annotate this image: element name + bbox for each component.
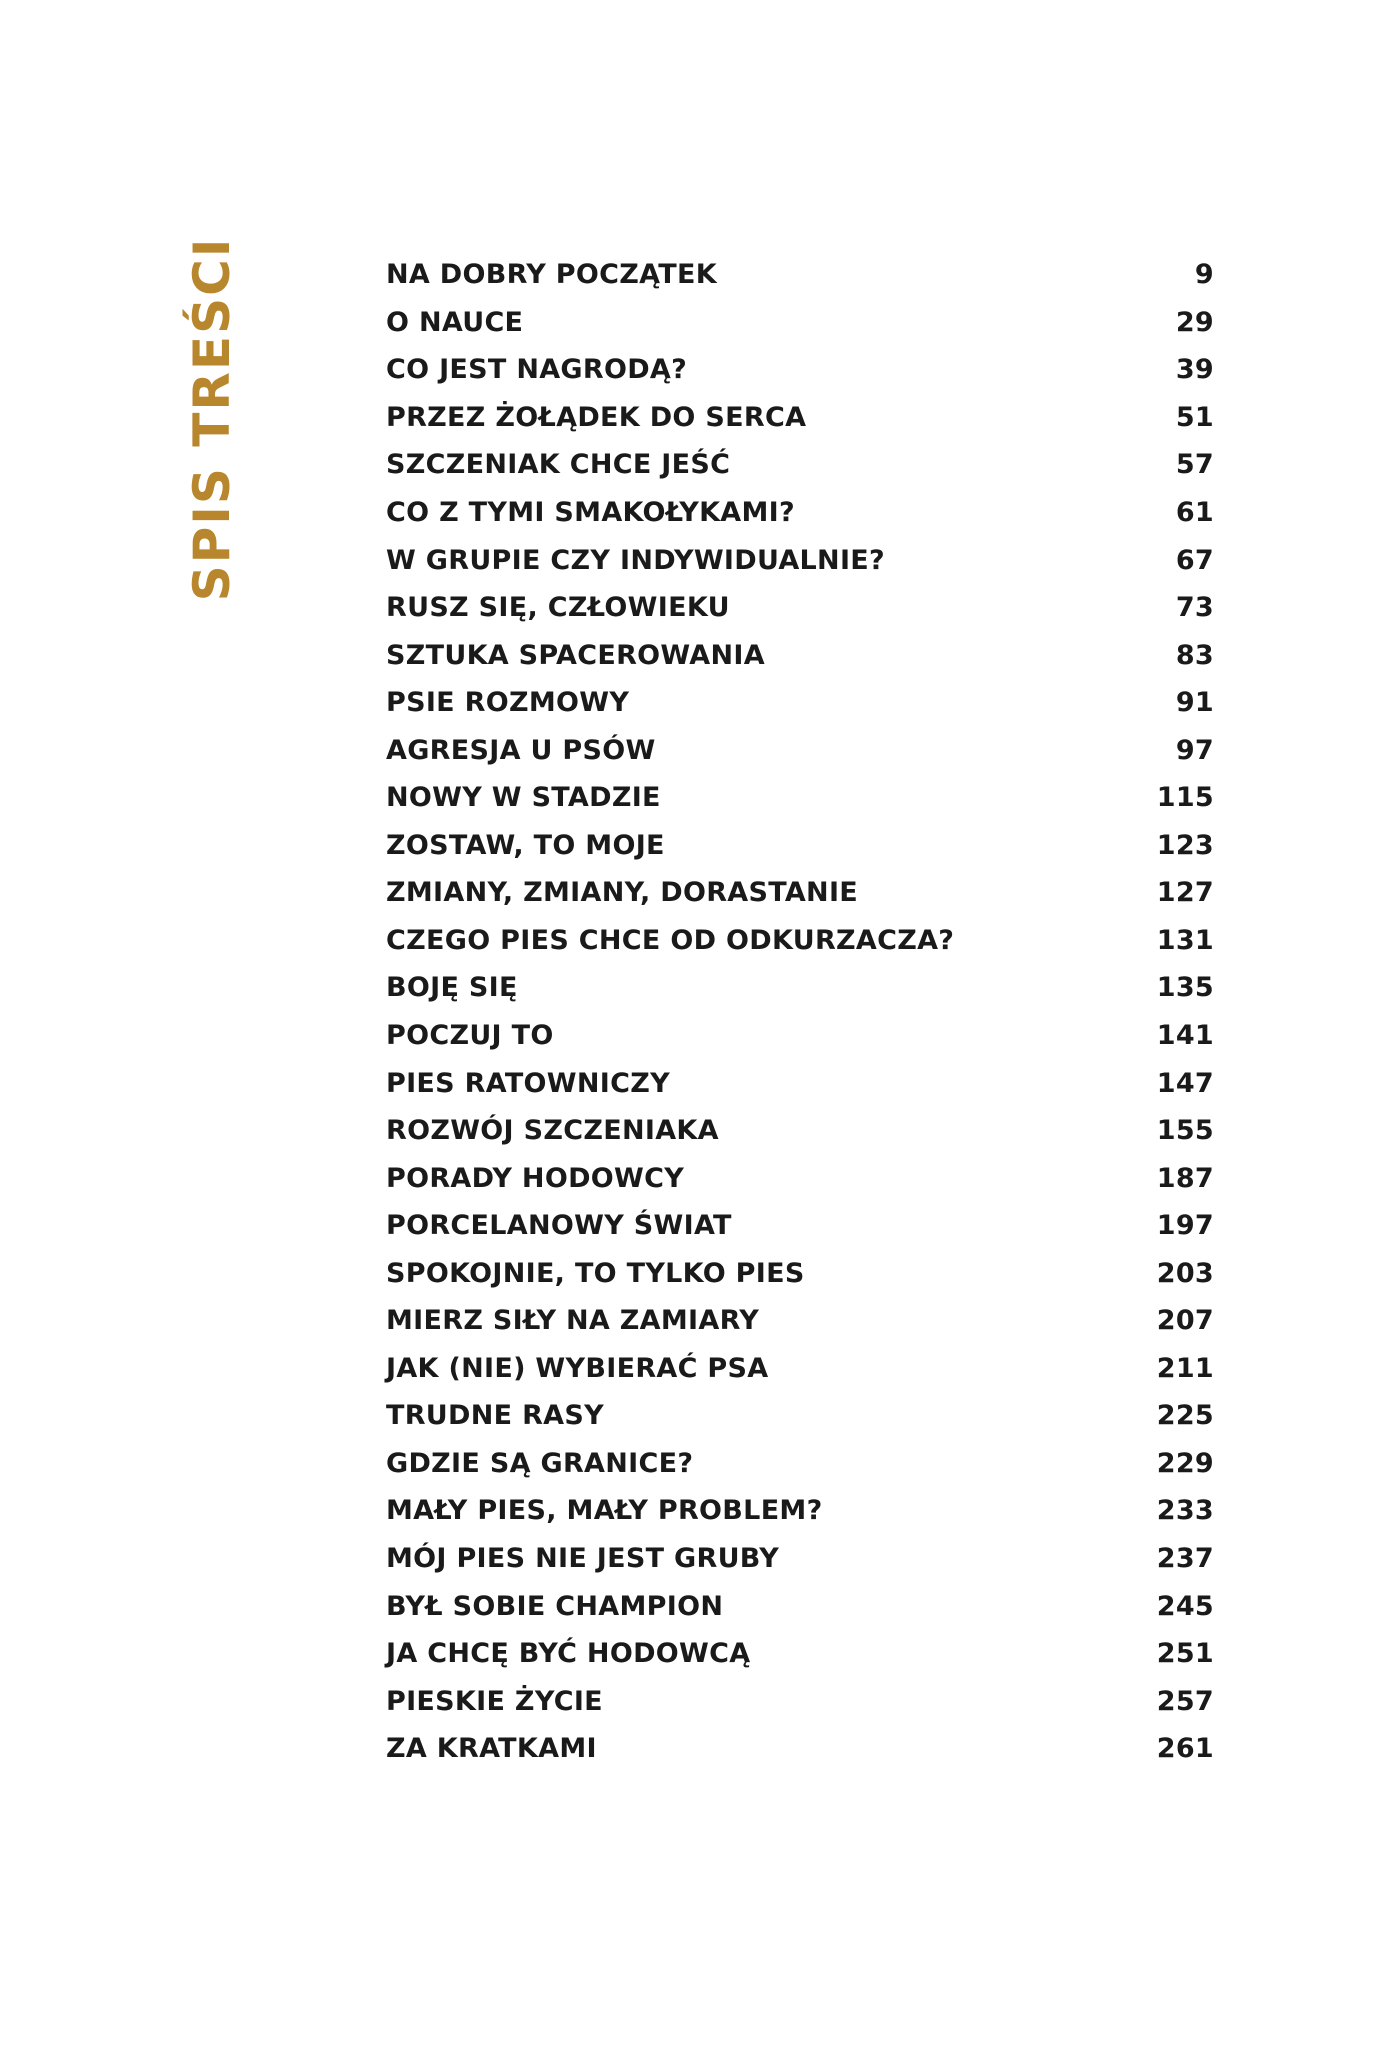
toc-entry [386, 917, 1214, 965]
toc-entry [386, 536, 1214, 584]
toc-entry-page-number: 203 [1156, 1257, 1214, 1289]
toc-entry [386, 869, 1214, 917]
toc-entry-title: CZEGO PIES CHCE OD ODKURZACZA? [386, 924, 955, 956]
toc-entry-page-number: 245 [1156, 1590, 1214, 1622]
toc-entry [386, 1345, 1214, 1393]
toc-entry-page-number: 29 [1175, 306, 1214, 338]
toc-entry-page-number: 97 [1175, 734, 1214, 766]
toc-entry-title: O NAUCE [386, 306, 524, 338]
toc-entry-page-number: 67 [1175, 544, 1214, 576]
toc-entry [386, 251, 1214, 299]
toc-entry-title: PRZEZ ŻOŁĄDEK DO SERCA [386, 401, 807, 433]
toc-entry-title: ZMIANY, ZMIANY, DORASTANIE [386, 877, 859, 909]
toc-entry-title: SPOKOJNIE, TO TYLKO PIES [386, 1257, 805, 1289]
toc-entry [386, 1630, 1214, 1678]
toc-entry-page-number: 141 [1156, 1020, 1214, 1052]
toc-entry [386, 1297, 1214, 1345]
toc-entry-title: SZCZENIAK CHCE JEŚĆ [386, 449, 731, 481]
toc-entry-title: BOJĘ SIĘ [386, 972, 518, 1004]
toc-entry-title: NA DOBRY POCZĄTEK [386, 259, 717, 291]
toc-entry [386, 584, 1214, 632]
toc-entry-page-number: 147 [1156, 1067, 1214, 1099]
toc-entry-title: PIES RATOWNICZY [386, 1067, 670, 1099]
toc-heading [176, 236, 248, 602]
toc-entry-page-number: 207 [1156, 1305, 1214, 1337]
toc-entry-page-number: 131 [1156, 924, 1214, 956]
toc-entry-page-number: 135 [1156, 972, 1214, 1004]
toc-entry [386, 1107, 1214, 1155]
toc-entry-title: TRUDNE RASY [386, 1400, 604, 1432]
toc-entry [386, 964, 1214, 1012]
toc-entry-page-number: 233 [1156, 1495, 1214, 1527]
toc-entry-title: W GRUPIE CZY INDYWIDUALNIE? [386, 544, 886, 576]
toc-entry-page-number: 257 [1156, 1685, 1214, 1717]
toc-entry [386, 441, 1214, 489]
toc-entry-title: RUSZ SIĘ, CZŁOWIEKU [386, 592, 730, 624]
toc-entry [386, 1012, 1214, 1060]
toc-entry-page-number: 225 [1156, 1400, 1214, 1432]
toc-entry-page-number: 91 [1175, 687, 1214, 719]
toc-entry-title: PORADY HODOWCY [386, 1162, 685, 1194]
toc-entry [386, 299, 1214, 347]
toc-entry-title: PORCELANOWY ŚWIAT [386, 1210, 732, 1242]
toc-entry-page-number: 73 [1175, 592, 1214, 624]
table-of-contents [386, 251, 1214, 1773]
toc-entry [386, 1202, 1214, 1250]
toc-entry [386, 1249, 1214, 1297]
toc-entry-title: MIERZ SIŁY NA ZAMIARY [386, 1305, 760, 1337]
toc-entry-page-number: 261 [1156, 1733, 1214, 1765]
toc-entry-page-number: 61 [1175, 497, 1214, 528]
toc-entry-page-number: 39 [1175, 354, 1214, 386]
toc-entry-title: CO Z TYMI SMAKOŁYKAMI? [386, 497, 795, 528]
toc-entry [386, 1059, 1214, 1107]
toc-entry [386, 489, 1214, 537]
toc-entry [386, 822, 1214, 870]
toc-entry-page-number: 51 [1175, 401, 1214, 433]
toc-entry-title: POCZUJ TO [386, 1020, 554, 1052]
toc-entry-title: ROZWÓJ SZCZENIAKA [386, 1115, 719, 1147]
toc-entry-page-number: 251 [1156, 1638, 1214, 1670]
toc-entry [386, 1487, 1214, 1535]
toc-entry [386, 726, 1214, 774]
toc-entry-page-number: 127 [1156, 877, 1214, 909]
toc-entry-title: ZA KRATKAMI [386, 1733, 597, 1765]
toc-entry [386, 679, 1214, 727]
toc-entry [386, 394, 1214, 442]
toc-entry [386, 1440, 1214, 1488]
toc-heading-text: SPIS TREŚCI [183, 236, 241, 602]
toc-entry-page-number: 9 [1194, 259, 1214, 291]
toc-entry-title: JAK (NIE) WYBIERAĆ PSA [386, 1352, 769, 1384]
toc-entry-title: MAŁY PIES, MAŁY PROBLEM? [386, 1495, 823, 1527]
toc-entry-title: ZOSTAW, TO MOJE [386, 829, 665, 861]
toc-entry-page-number: 123 [1156, 829, 1214, 861]
toc-entry-title: MÓJ PIES NIE JEST GRUBY [386, 1543, 780, 1575]
toc-entry [386, 1535, 1214, 1583]
toc-entry-page-number: 237 [1156, 1543, 1214, 1575]
toc-entry-page-number: 211 [1156, 1352, 1214, 1384]
toc-entry [386, 1582, 1214, 1630]
toc-entry [386, 1677, 1214, 1725]
toc-entry-title: NOWY W STADZIE [386, 782, 661, 814]
toc-entry-page-number: 187 [1156, 1162, 1214, 1194]
toc-entry-title: CO JEST NAGRODĄ? [386, 354, 688, 386]
toc-entry [386, 1154, 1214, 1202]
toc-entry-page-number: 115 [1156, 782, 1214, 814]
toc-entry-title: PSIE ROZMOWY [386, 687, 630, 719]
toc-entry-title: AGRESJA U PSÓW [386, 734, 656, 766]
toc-entry [386, 1392, 1214, 1440]
toc-entry [386, 1725, 1214, 1773]
toc-entry-page-number: 197 [1156, 1210, 1214, 1242]
toc-entry [386, 346, 1214, 394]
toc-entry-page-number: 57 [1175, 449, 1214, 481]
toc-entry-page-number: 155 [1156, 1115, 1214, 1147]
toc-entry-page-number: 229 [1156, 1447, 1214, 1479]
toc-entry-title: SZTUKA SPACEROWANIA [386, 639, 765, 671]
toc-entry [386, 631, 1214, 679]
toc-entry-page-number: 83 [1175, 639, 1214, 671]
toc-entry-title: GDZIE SĄ GRANICE? [386, 1447, 694, 1479]
toc-entry-title: JA CHCĘ BYĆ HODOWCĄ [386, 1638, 751, 1670]
toc-entry [386, 774, 1214, 822]
toc-entry-title: BYŁ SOBIE CHAMPION [386, 1590, 724, 1622]
toc-entry-title: PIESKIE ŻYCIE [386, 1685, 603, 1717]
